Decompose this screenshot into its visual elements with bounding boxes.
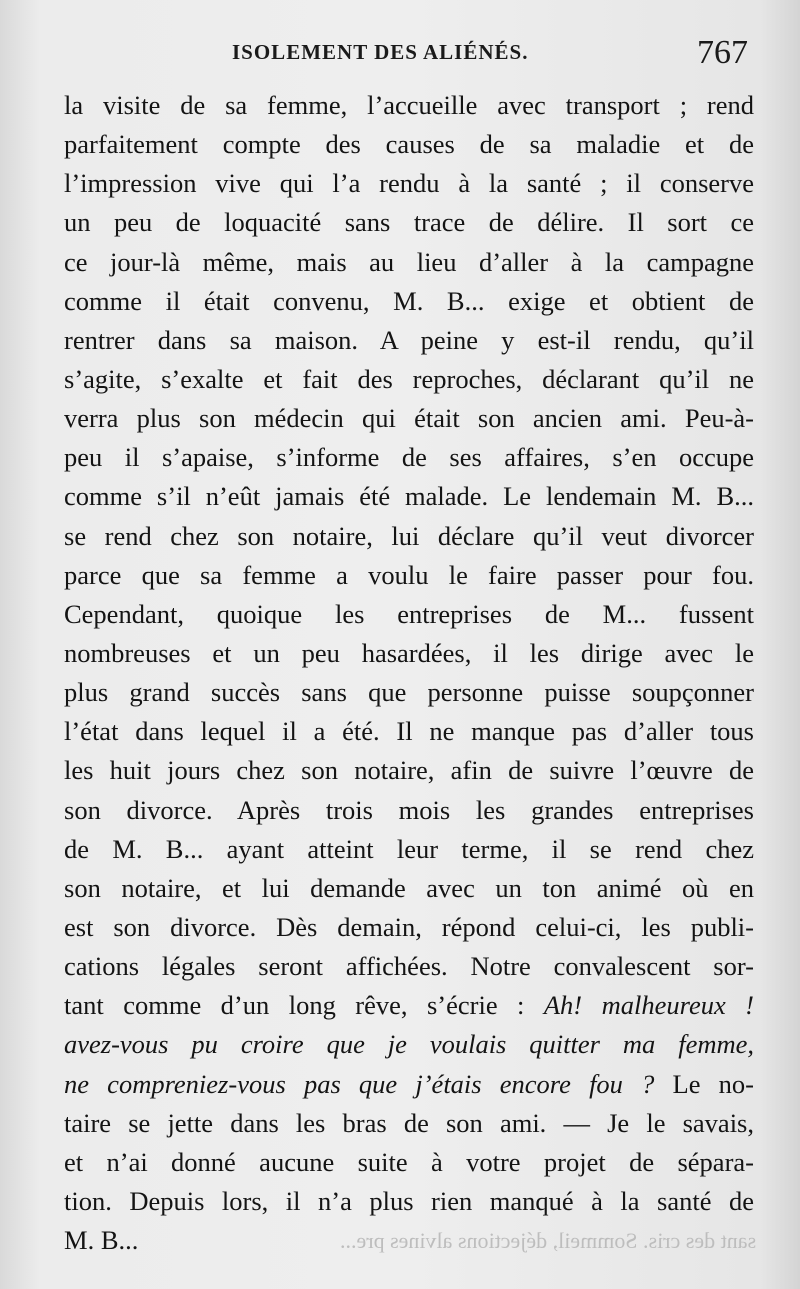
italic-segment: ne compreniez-vous pas que j’étais encore fou ? [64,1068,655,1099]
text-line: parfaitement compte des causes de sa maladie et de [64,129,754,160]
text-line: la visite de sa femme, l’accueille avec transport ; rend [64,90,754,120]
text-line-mixed [64,986,754,1025]
text-line: de M. B... ayant atteint leur terme, il se rend chez [64,833,754,864]
text-line: et n’ai donné aucune suite à votre projet de sépara- [64,1146,754,1177]
text-line: Cependant, quoique les entreprises de M... fussent [64,598,754,629]
text-segment: tant comme d’un long rêve, s’écrie : [64,990,525,1021]
body-text [64,86,757,1260]
text-line: se rend chez son notaire, lui déclare qu’il veut divorcer [64,520,754,551]
running-head: ISOLEMENT DES ALIÉNÉS. [232,40,529,64]
text-line: nombreuses et un peu hasardées, il les dirige avec le [64,637,754,668]
text-line: son notaire, et lui demande avec un ton animé où en [64,872,754,903]
text-segment: Le no- [672,1068,754,1099]
text-line: rentrer dans sa maison. A peine y est-il rendu, qu’il [64,324,754,355]
text-line: les huit jours chez son notaire, afin de suivre l’œuvre de [64,755,754,786]
italic-segment: Ah! malheureux ! [543,990,755,1021]
text-line: tion. Depuis lors, il n’a plus rien manqué à la santé de [64,1185,754,1216]
text-line: M. B... [64,1225,139,1256]
text-line-italic [64,1025,754,1064]
bleed-through-text: sant des cris. Sommeil, déjections alvines pre... [340,1228,757,1253]
text-line: s’agite, s’exalte et fait des reproches, déclarant qu’il ne [64,363,754,394]
text-line: plus grand succès sans que personne puisse soupçonner [64,677,754,708]
text-line: taire se jette dans les bras de son ami. — Je le savais, [64,1107,754,1138]
text-line: l’état dans lequel il a été. Il ne manque pas d’aller tous [64,716,754,747]
page-number: 767 [697,34,748,71]
text-line-mixed [64,1065,754,1104]
text-line: comme s’il n’eût jamais été malade. Le lendemain M. B... [64,481,754,512]
text-line: un peu de loquacité sans trace de délire. Il sort ce [64,207,754,238]
italic-segment: avez-vous pu croire que je voulais quitter ma femme, [64,1029,754,1060]
text-line: l’impression vive qui l’a rendu à la santé ; il conserve [64,168,754,199]
text-line: ce jour-là même, mais au lieu d’aller à la campagne [64,246,754,277]
text-line: comme il était convenu, M. B... exige et obtient de [64,285,754,316]
text-line: parce que sa femme a voulu le faire passer pour fou. [64,559,754,590]
text-line: est son divorce. Dès demain, répond celui-ci, les publi- [64,911,754,942]
text-line: verra plus son médecin qui était son ancien ami. Peu-à- [64,403,754,434]
text-line: son divorce. Après trois mois les grandes entreprises [64,794,754,825]
text-line: cations légales seront affichées. Notre convalescent sor- [64,951,754,982]
text-line: peu il s’apaise, s’informe de ses affaires, s’en occupe [64,442,754,473]
